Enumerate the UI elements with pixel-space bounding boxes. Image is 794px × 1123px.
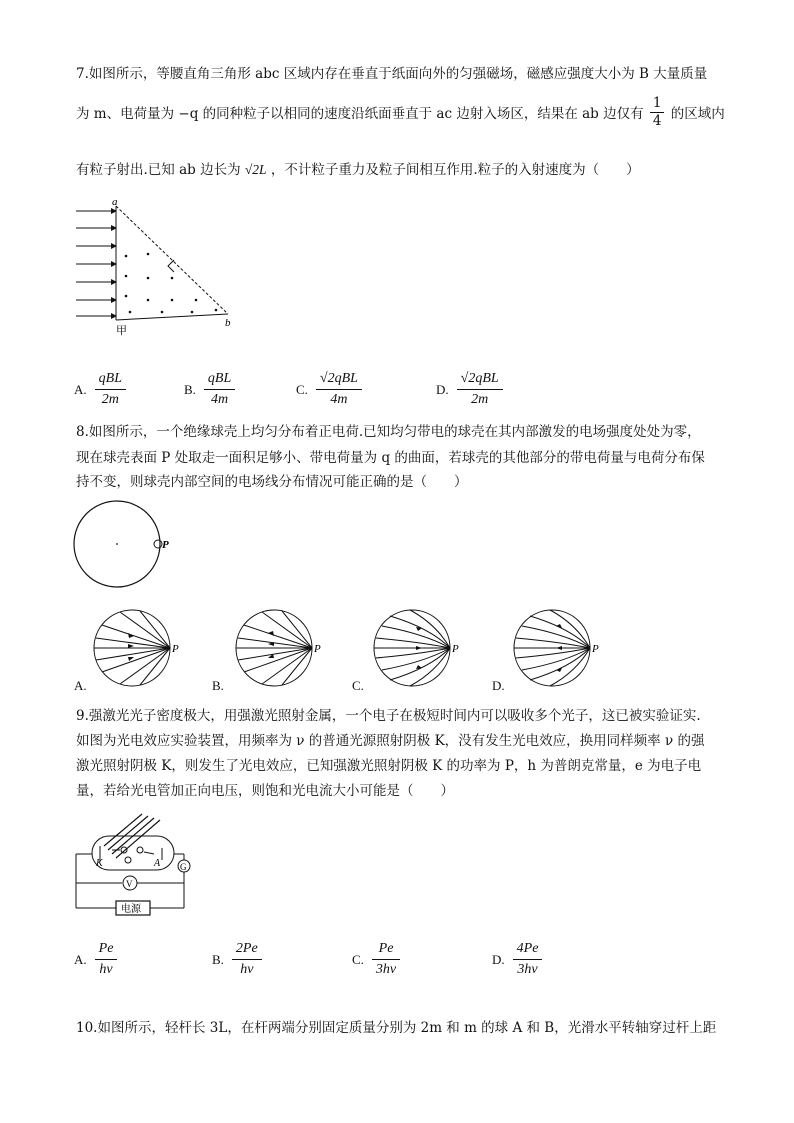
- q9-cathode-k: K: [96, 858, 103, 869]
- q8-point-p: P: [162, 539, 169, 551]
- q7-fraction-den: 4: [652, 113, 662, 129]
- q7-option-d-fraction: [457, 370, 503, 409]
- q7-option-b-num: qBL: [204, 370, 235, 390]
- q7-option-b-label: B.: [184, 381, 196, 397]
- q7-line-2: [76, 97, 725, 132]
- q8-sphere-figure: [72, 498, 182, 592]
- q8-option-a-label[interactable]: A.: [74, 678, 87, 693]
- q9-photoelectric-figure: [72, 808, 202, 916]
- q8-option-a-p: P: [172, 643, 179, 655]
- q7-ab-length: √2L: [244, 162, 267, 177]
- q7-option-c-num: √2qBL: [316, 370, 362, 390]
- q7-vertex-a: a: [112, 196, 118, 208]
- q8-option-b-p: P: [314, 643, 321, 655]
- q7-option-c-den: 4m: [330, 392, 348, 407]
- q7-line-3-end: ，不计粒子重力及粒子间相互作用.粒子的入射速度为（ ）: [270, 162, 640, 178]
- q9-option-a-fraction: [95, 940, 118, 979]
- q7-option-d-num: √2qBL: [457, 370, 503, 390]
- q9-option-b-num: 2Pe: [232, 940, 262, 960]
- q9-galvanometer-g: G: [180, 862, 187, 872]
- q9-option-c-label: C.: [352, 951, 364, 967]
- q7-option-b-den: 4m: [211, 392, 229, 407]
- q10-line-1: 10.如图所示，轻杆长 3L，在杆两端分别固定质量分别为 2m 和 m 的球 A 和 B，光滑水平转轴穿过杆上距: [76, 1020, 717, 1036]
- q7-option-a-fraction: [95, 370, 126, 409]
- q9-option-c[interactable]: [352, 940, 400, 979]
- q9-option-c-den: 3hν: [375, 962, 397, 977]
- q7-line-2-text: 为 m、电荷量为 −q 的同种粒子以相同的速度沿纸面垂直于 ac 边射入场区，结果在 ab 边仅有: [76, 106, 644, 122]
- q7-option-d-den: 2m: [471, 392, 489, 407]
- q8-option-c-p: P: [452, 643, 459, 655]
- q7-option-c-label: C.: [296, 381, 308, 397]
- q7-line-3-text: 有粒子射出.已知 ab 边长为: [76, 162, 241, 178]
- q8-option-b-figure[interactable]: [232, 608, 332, 692]
- q8-option-d-figure[interactable]: [510, 608, 610, 692]
- q9-line-1: 9.强激光光子密度极大，用强激光照射金属，一个电子在极短时间内可以吸收多个光子，这已被实验证实.: [76, 708, 701, 724]
- q7-line-3: [76, 160, 640, 180]
- q9-option-a[interactable]: [74, 940, 117, 979]
- q9-option-c-num: Pe: [372, 940, 400, 960]
- q7-option-a-den: 2m: [101, 392, 119, 407]
- q7-option-a-label: A.: [74, 381, 87, 397]
- q8-option-d-label[interactable]: D.: [492, 678, 505, 693]
- q9-line-4: 量，若给光电管加正向电压，则饱和光电流大小可能是（ ）: [76, 783, 454, 799]
- q8-line-1: 8.如图所示，一个绝缘球壳上均匀分布着正电荷.已知均匀带电的球壳在其内部激发的电场强度处处为零，: [76, 424, 701, 440]
- q7-label-jia: 甲: [116, 325, 127, 337]
- q9-option-b-den: hν: [240, 962, 254, 977]
- q8-line-3: 持不变，则球壳内部空间的电场线分布情况可能正确的是（ ）: [76, 474, 468, 490]
- q7-option-c-fraction: [316, 370, 362, 409]
- q7-line-2-end: 的区域内: [670, 106, 725, 122]
- q7-option-b-fraction: [204, 370, 235, 409]
- q8-option-a-figure[interactable]: [90, 608, 190, 692]
- q8-option-c-figure[interactable]: [370, 608, 470, 692]
- q9-option-d-label: D.: [492, 951, 505, 967]
- q9-option-d[interactable]: [492, 940, 542, 979]
- q8-option-b-label[interactable]: B.: [212, 678, 224, 693]
- q9-option-a-label: A.: [74, 951, 87, 967]
- q8-line-2: 现在球壳表面 P 处取走一面积足够小、带电荷量为 q 的曲面，若球壳的其他部分的带电荷量与电荷分布保: [76, 450, 705, 466]
- q9-option-b-label: B.: [212, 951, 224, 967]
- q7-triangle-figure: [70, 196, 240, 346]
- q7-option-a-num: qBL: [95, 370, 126, 390]
- q7-option-d-label: D.: [436, 381, 449, 397]
- q7-vertex-b: b: [225, 317, 231, 329]
- q7-option-c[interactable]: [296, 370, 362, 409]
- q7-option-b[interactable]: [184, 370, 235, 409]
- q9-option-a-den: hν: [99, 962, 113, 977]
- q9-option-d-fraction: [513, 940, 543, 979]
- q9-voltmeter-v: V: [126, 879, 133, 889]
- q9-option-d-num: 4Pe: [513, 940, 543, 960]
- q9-line-3: 激光照射阴极 K，则发生了光电效应，已知强激光照射阴极 K 的功率为 P，h 为普朗克常量，e 为电子电: [76, 758, 702, 774]
- q9-option-b-fraction: [232, 940, 262, 979]
- q9-option-d-den: 3hν: [517, 962, 538, 977]
- q9-line-2: 如图为光电效应实验装置，用频率为 ν 的普通光源照射阴极 K，没有发生光电效应，换用同样频率 ν 的强: [76, 733, 705, 749]
- q7-line-1: 7.如图所示，等腰直角三角形 abc 区域内存在垂直于纸面向外的匀强磁场，磁感应强度大小为 B 大量质量: [76, 66, 708, 82]
- q9-option-b[interactable]: [212, 940, 262, 979]
- q9-anode-a: A: [154, 858, 161, 869]
- q8-option-c-label[interactable]: C.: [352, 678, 364, 693]
- q7-option-a[interactable]: [74, 370, 126, 409]
- q9-power-source: 电源: [121, 904, 141, 915]
- q9-option-a-num: Pe: [95, 940, 118, 960]
- q7-fraction: [650, 95, 665, 130]
- q7-fraction-num: 1: [650, 95, 665, 113]
- q7-option-d[interactable]: [436, 370, 503, 409]
- q8-option-d-p: P: [592, 643, 599, 655]
- q9-option-c-fraction: [372, 940, 400, 979]
